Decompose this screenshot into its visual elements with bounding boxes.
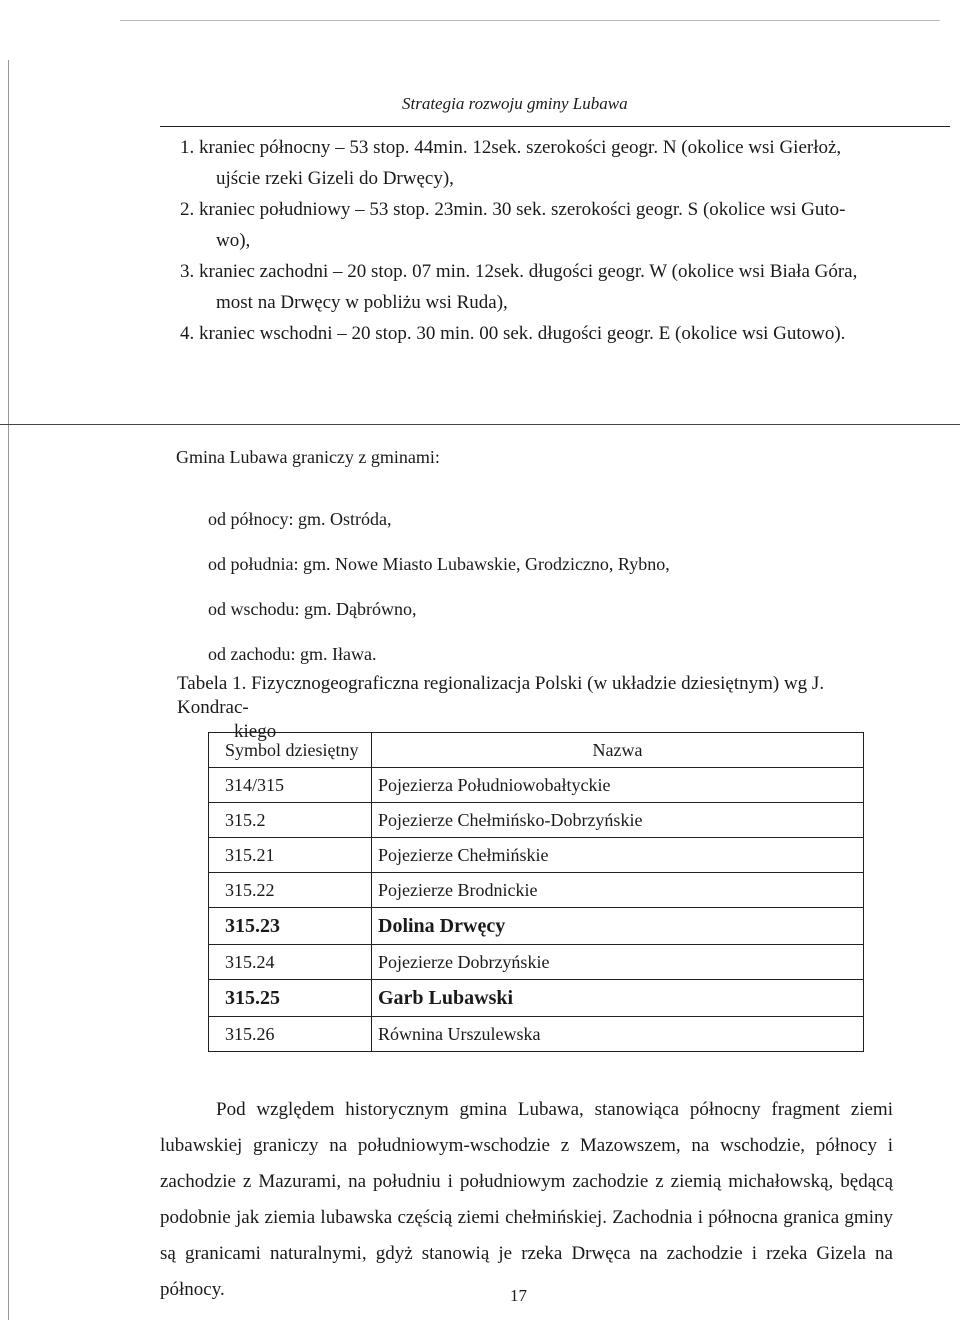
coord-line: 3. kraniec zachodni – 20 stop. 07 min. 12sek. długości geogr. W (okolice wsi Biała Góra, — [180, 261, 858, 282]
page-number: 17 — [510, 1286, 527, 1305]
cell-name: Pojezierza Południowobałtyckie — [372, 768, 864, 803]
coord-line: 4. kraniec wschodni – 20 stop. 30 min. 00 sek. długości geogr. E (okolice wsi Gutowo). — [180, 323, 846, 344]
table-row-highlight — [209, 980, 864, 1017]
cell-symbol: 315.2 — [209, 803, 372, 838]
border-item: od południa: gm. Nowe Miasto Lubawskie, Grodziczno, Rybno, — [208, 554, 670, 574]
paragraph-text: Pod względem historycznym gmina Lubawa, stanowiąca północny fragment ziemi lubawskiej graniczy na południowym-wschodzie z Mazowszem, na wschodzie, północy i zachodzie z Mazurami, na południu i południowym zachodzie z ziemią michałowską, będącą podobnie jak ziemia lubawska częścią ziemi chełmińskiej. Zachodnia i północna granica gminy są granicami naturalnymi, gdyż stanowią je rzeka Drwęca na zachodzie i rzeka Gizela na północy. — [160, 1099, 893, 1300]
cell-name: Pojezierze Dobrzyńskie — [372, 945, 864, 980]
cell-symbol: 315.22 — [209, 873, 372, 908]
cell-symbol: 315.26 — [209, 1017, 372, 1052]
cell-name: Pojezierze Chełmińsko-Dobrzyńskie — [372, 803, 864, 838]
history-paragraph — [160, 1092, 893, 1308]
coord-line: 2. kraniec południowy – 53 stop. 23min. 30 sek. szerokości geogr. S (okolice wsi Guto- — [180, 199, 846, 220]
cell-name: Pojezierze Chełmińskie — [372, 838, 864, 873]
column-header-symbol: Symbol dziesiętny — [209, 733, 372, 768]
table-row — [209, 768, 864, 803]
borders-intro: Gmina Lubawa graniczy z gminami: — [176, 447, 440, 467]
table-row-highlight — [209, 908, 864, 945]
cell-name: Dolina Drwęcy — [372, 908, 864, 945]
table-caption-line: kiego — [234, 721, 277, 742]
column-header-name: Nazwa — [372, 733, 864, 768]
border-item: od północy: gm. Ostróda, — [208, 509, 392, 529]
table-row — [209, 1017, 864, 1052]
running-header: Strategia rozwoju gminy Lubawa — [402, 94, 628, 113]
cell-name: Pojezierze Brodnickie — [372, 873, 864, 908]
table-header-row — [209, 733, 864, 768]
cell-symbol: 315.23 — [209, 908, 372, 945]
table-row — [209, 873, 864, 908]
border-item: od wschodu: gm. Dąbrówno, — [208, 599, 417, 619]
border-item: od zachodu: gm. Iława. — [208, 644, 377, 664]
coord-line-cont: wo), — [216, 230, 251, 251]
regions-table — [208, 732, 864, 1052]
section-divider — [0, 424, 960, 425]
table-row — [209, 838, 864, 873]
cell-symbol: 314/315 — [209, 768, 372, 803]
coord-line-cont: ujście rzeki Gizeli do Drwęcy), — [216, 168, 454, 189]
cell-name: Garb Lubawski — [372, 980, 864, 1017]
header-rule — [160, 126, 950, 127]
scan-edge-line — [8, 60, 9, 1320]
table-row — [209, 803, 864, 838]
coord-line-cont: most na Drwęcy w pobliżu wsi Ruda), — [216, 292, 508, 313]
cell-symbol: 315.25 — [209, 980, 372, 1017]
scan-top-line — [120, 20, 940, 21]
cell-symbol: 315.21 — [209, 838, 372, 873]
cell-name: Równina Urszulewska — [372, 1017, 864, 1052]
cell-symbol: 315.24 — [209, 945, 372, 980]
extreme-points-list — [180, 132, 900, 349]
coord-line: 1. kraniec północny – 53 stop. 44min. 12sek. szerokości geogr. N (okolice wsi Gierłoż, — [180, 137, 842, 158]
table-caption-line: Tabela 1. Fizycznogeograficzna regionalizacja Polski (w układzie dziesiętnym) wg J. Kondrac- — [177, 673, 825, 718]
borders-list — [208, 497, 670, 677]
table-row — [209, 945, 864, 980]
